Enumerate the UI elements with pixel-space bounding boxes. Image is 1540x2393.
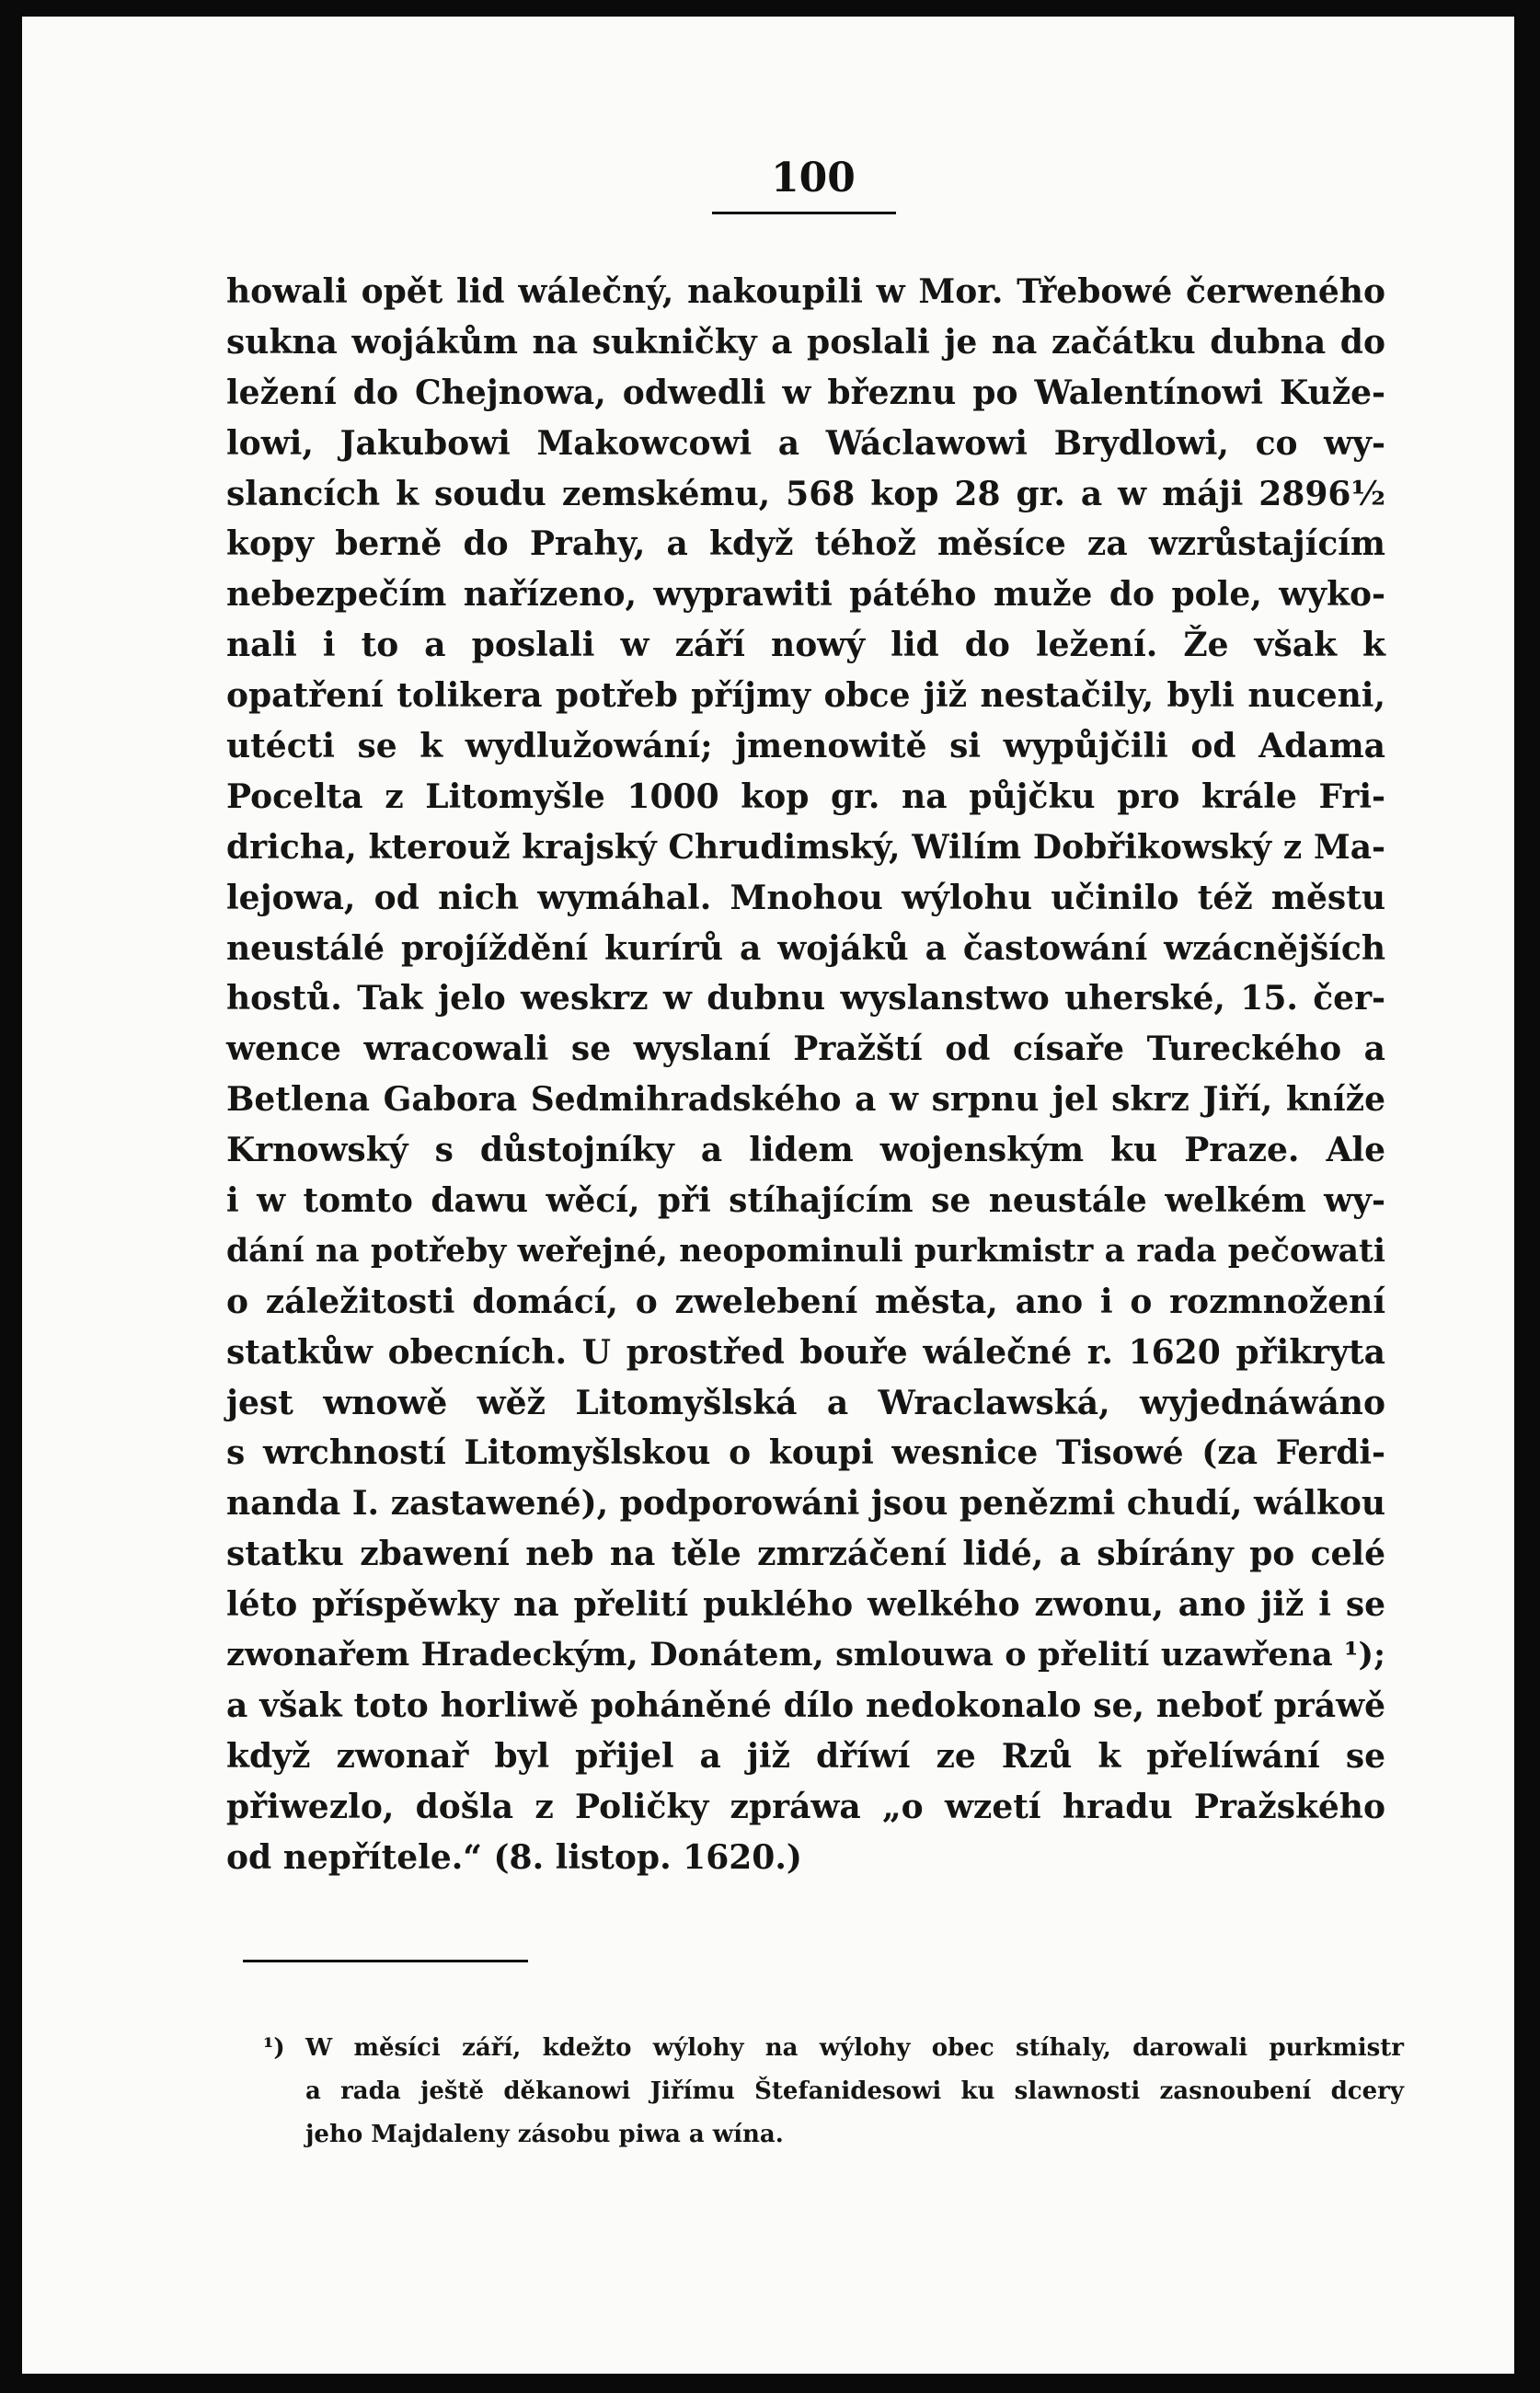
text-line: když zwonař byl přijel a již dříwí ze Rzů k přelíwání se <box>226 1736 1385 1776</box>
text-line: wence wracowali se wyslaní Pražští od císaře Tureckého a <box>226 1030 1385 1069</box>
footnote <box>263 2027 1404 2157</box>
footnote-line: jeho Majdaleny zásobu piwa a wína. <box>305 2121 784 2148</box>
text-line: a však toto horliwě poháněné dílo nedokonalo se, neboť práwě <box>226 1685 1385 1725</box>
page-number: 100 <box>771 155 856 201</box>
text-line: přiwezlo, došla z Poličky zpráwa „o wzetí hradu Pražského <box>226 1787 1385 1826</box>
text-line: opatření tolikera potřeb příjmy obce již nestačily, byli nuceni, <box>226 676 1385 716</box>
text-line: statku zbawení neb na těle zmrzáčení lidé, a sbírány po celé <box>226 1535 1385 1574</box>
text-line: o záležitosti domácí, o zwelebení města, ano i o rozmnožení <box>226 1282 1385 1321</box>
body-text <box>226 267 1385 1883</box>
text-line: dricha, kterouž krajský Chrudimský, Wilím Dobřikowský z Ma- <box>226 827 1385 867</box>
footnote-rule <box>243 1960 528 1962</box>
text-line: hostů. Tak jelo weskrz w dubnu wyslanstwo uherské, 15. čer- <box>226 979 1385 1018</box>
text-line: i w tomto dawu wěcí, při stíhajícím se neustále welkém wy- <box>226 1181 1385 1221</box>
footnote-line <box>263 2027 1404 2070</box>
footnote-line-text: W měsíci září, kdežto wýlohy na wýlohy obec stíhaly, darowali purkmistr <box>305 2034 1404 2062</box>
text-line: Betlena Gabora Sedmihradského a w srpnu jel skrz Jiří, kníže <box>226 1080 1385 1120</box>
text-line: slancích k soudu zemskému, 568 kop 28 gr. a w máji 2896½ <box>226 474 1385 513</box>
text-line: dání na potřeby weřejné, neopominuli purkmistr a rada pečowati <box>226 1232 1385 1270</box>
text-line: howali opět lid wálečný, nakoupili w Mor. Třebowé čerweného <box>226 272 1385 311</box>
text-line: zwonařem Hradeckým, Donátem, smlouwa o přelití uzawřena ¹); <box>226 1636 1385 1674</box>
text-line: neustálé projíždění kurírů a wojáků a častowání wzácnějších <box>226 928 1385 968</box>
text-line: od nepřítele.“ (8. listop. 1620.) <box>226 1837 802 1877</box>
text-line: nali i to a poslali w září nowý lid do ležení. Že však k <box>226 626 1385 665</box>
text-line: lejowa, od nich wymáhal. Mnohou wýlohu učinilo též městu <box>226 878 1385 917</box>
text-line: statkůw obecních. U prostřed bouře wálečné r. 1620 přikryta <box>226 1332 1385 1372</box>
text-line: kopy berně do Prahy, a když téhož měsíce za wzrůstajícím <box>226 524 1385 564</box>
book-page <box>22 17 1514 2374</box>
text-line: Krnowský s důstojníky a lidem wojenským ku Praze. Ale <box>226 1131 1385 1170</box>
text-line: léto příspěwky na přelití puklého welkého zwonu, ano již i se <box>226 1585 1385 1625</box>
text-line: ležení do Chejnowa, odwedli w březnu po Walentínowi Kuže- <box>226 373 1385 412</box>
footnote-marker: ¹) <box>263 2034 285 2062</box>
footnote-line: a rada ještě děkanowi Jiřímu Štefanidesowi ku slawnosti zasnoubení dcery <box>305 2077 1404 2105</box>
page-number-rule <box>712 212 896 214</box>
text-line: Pocelta z Litomyšle 1000 kop gr. na půjčku pro krále Fri- <box>226 777 1385 816</box>
text-line: lowi, Jakubowi Makowcowi a Wáclawowi Brydlowi, co wy- <box>226 423 1385 463</box>
text-line: s wrchností Litomyšlskou o koupi wesnice Tisowé (za Ferdi- <box>226 1433 1385 1473</box>
text-line: utécti se k wydlužowání; jmenowitě si wypůjčili od Adama <box>226 727 1385 766</box>
text-line: nanda I. zastawené), podporowáni jsou penězmi chudí, wálkou <box>226 1484 1386 1524</box>
text-line: jest wnowě wěž Litomyšlská a Wraclawská, wyjednáwáno <box>226 1383 1385 1422</box>
text-line: nebezpečím nařízeno, wyprawiti pátého muže do pole, wyko- <box>226 575 1385 615</box>
text-line: sukna wojákům na sukničky a poslali je na začátku dubna do <box>226 322 1385 362</box>
